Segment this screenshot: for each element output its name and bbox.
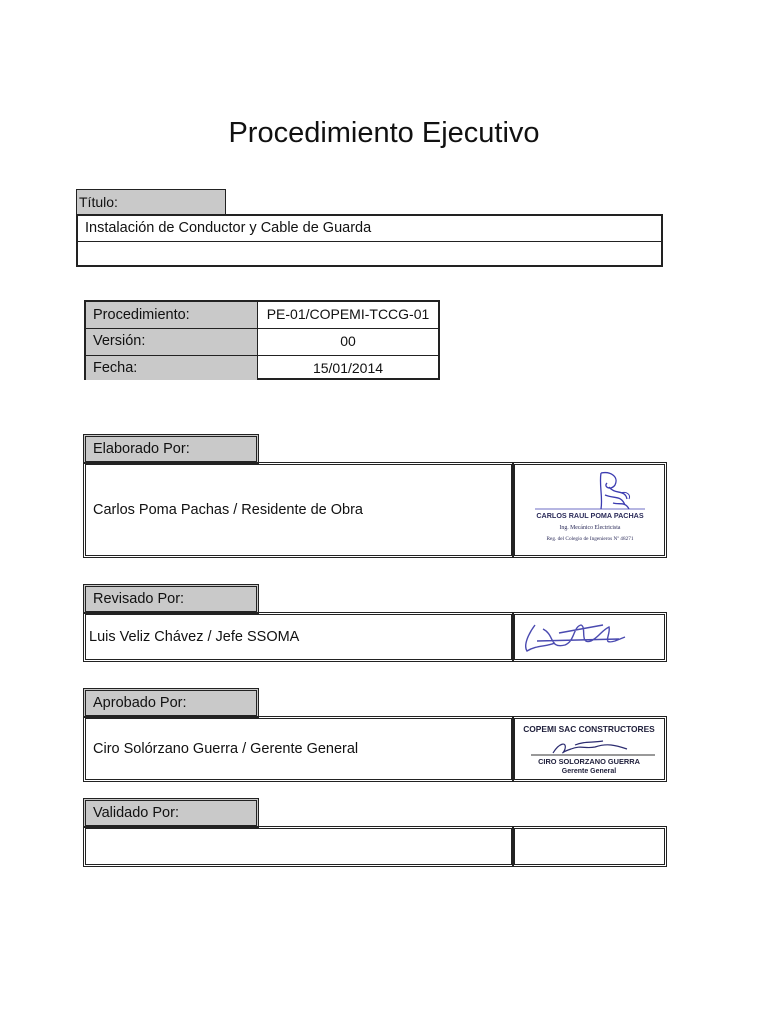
titulo-label: Título: — [76, 189, 226, 215]
stamp-line-2: Ing. Mecánico Electricista — [559, 525, 621, 531]
stamp-line-3: Reg. del Colegio de Ingenieros Nº 48271 — [546, 536, 634, 542]
info-row-fecha — [86, 356, 438, 380]
validado-signature-box — [512, 826, 667, 867]
aprobado-label: Aprobado Por: — [83, 688, 259, 718]
info-label: Versión: — [86, 329, 258, 355]
info-table — [84, 300, 440, 380]
revisado-signature-box — [512, 612, 667, 662]
revisado-signature — [515, 615, 664, 659]
aprobado-signature-stamp — [515, 719, 664, 779]
stamp-role: Gerente General — [561, 768, 617, 775]
info-label: Procedimiento: — [86, 302, 258, 328]
validado-label: Validado Por: — [83, 798, 259, 828]
info-row-procedimiento — [86, 302, 438, 329]
elaborado-signature-stamp — [515, 465, 664, 555]
elaborado-name: Carlos Poma Pachas / Residente de Obra — [83, 462, 514, 558]
revisado-label: Revisado Por: — [83, 584, 259, 614]
validado-name — [83, 826, 514, 867]
info-value: 15/01/2014 — [312, 360, 384, 376]
stamp-name: CIRO SOLORZANO GUERRA — [538, 757, 640, 766]
elaborado-label: Elaborado Por: — [83, 434, 259, 464]
info-value: PE-01/COPEMI-TCCG-01 — [266, 306, 430, 322]
info-label: Fecha: — [86, 356, 258, 380]
titulo-value: Instalación de Conductor y Cable de Guarda — [78, 216, 661, 242]
elaborado-signature-box — [512, 462, 667, 558]
titulo-box — [76, 214, 663, 267]
revisado-name: Luis Veliz Chávez / Jefe SSOMA — [83, 612, 514, 662]
info-row-version — [86, 329, 438, 356]
info-value: 00 — [340, 333, 356, 349]
aprobado-name: Ciro Solórzano Guerra / Gerente General — [83, 716, 514, 782]
page-title: Procedimiento Ejecutivo — [228, 117, 540, 149]
stamp-company: COPEMI SAC CONSTRUCTORES — [523, 724, 655, 734]
aprobado-signature-box — [512, 716, 667, 782]
stamp-line-1: CARLOS RAUL POMA PACHAS — [536, 511, 644, 520]
